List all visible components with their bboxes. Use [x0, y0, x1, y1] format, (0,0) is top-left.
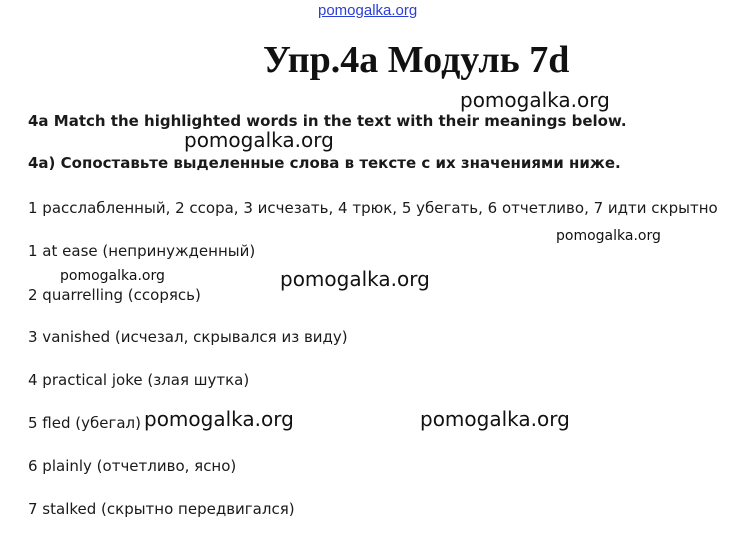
- answer-3: 3 vanished (исчезал, скрывался из виду): [28, 328, 348, 346]
- answer-5: 5 fled (убегал): [28, 414, 141, 432]
- watermark: pomogalka.org: [420, 407, 570, 431]
- instruction-russian: 4a) Сопоставьте выделенные слова в тексте с их значениями ниже.: [28, 154, 621, 172]
- meanings-line: 1 расслабленный, 2 ссора, 3 исчезать, 4 трюк, 5 убегать, 6 отчетливо, 7 идти скрытно: [28, 199, 718, 217]
- watermark: pomogalka.org: [460, 88, 610, 112]
- watermark: pomogalka.org: [280, 267, 430, 291]
- watermark: pomogalka.org: [144, 407, 294, 431]
- answer-6: 6 plainly (отчетливо, ясно): [28, 457, 237, 475]
- watermark: pomogalka.org: [556, 228, 661, 244]
- site-link[interactable]: pomogalka.org: [318, 2, 418, 19]
- watermark: pomogalka.org: [60, 268, 165, 284]
- answer-2: 2 quarrelling (ссорясь): [28, 286, 201, 304]
- answer-1: 1 at ease (непринужденный): [28, 242, 256, 260]
- instruction-english: 4a Match the highlighted words in the text with their meanings below.: [28, 112, 627, 130]
- answer-4: 4 practical joke (злая шутка): [28, 371, 250, 389]
- page-title: Упр.4a Модуль 7d: [263, 39, 570, 81]
- answer-7: 7 stalked (скрытно передвигался): [28, 500, 295, 518]
- watermark: pomogalka.org: [184, 128, 334, 152]
